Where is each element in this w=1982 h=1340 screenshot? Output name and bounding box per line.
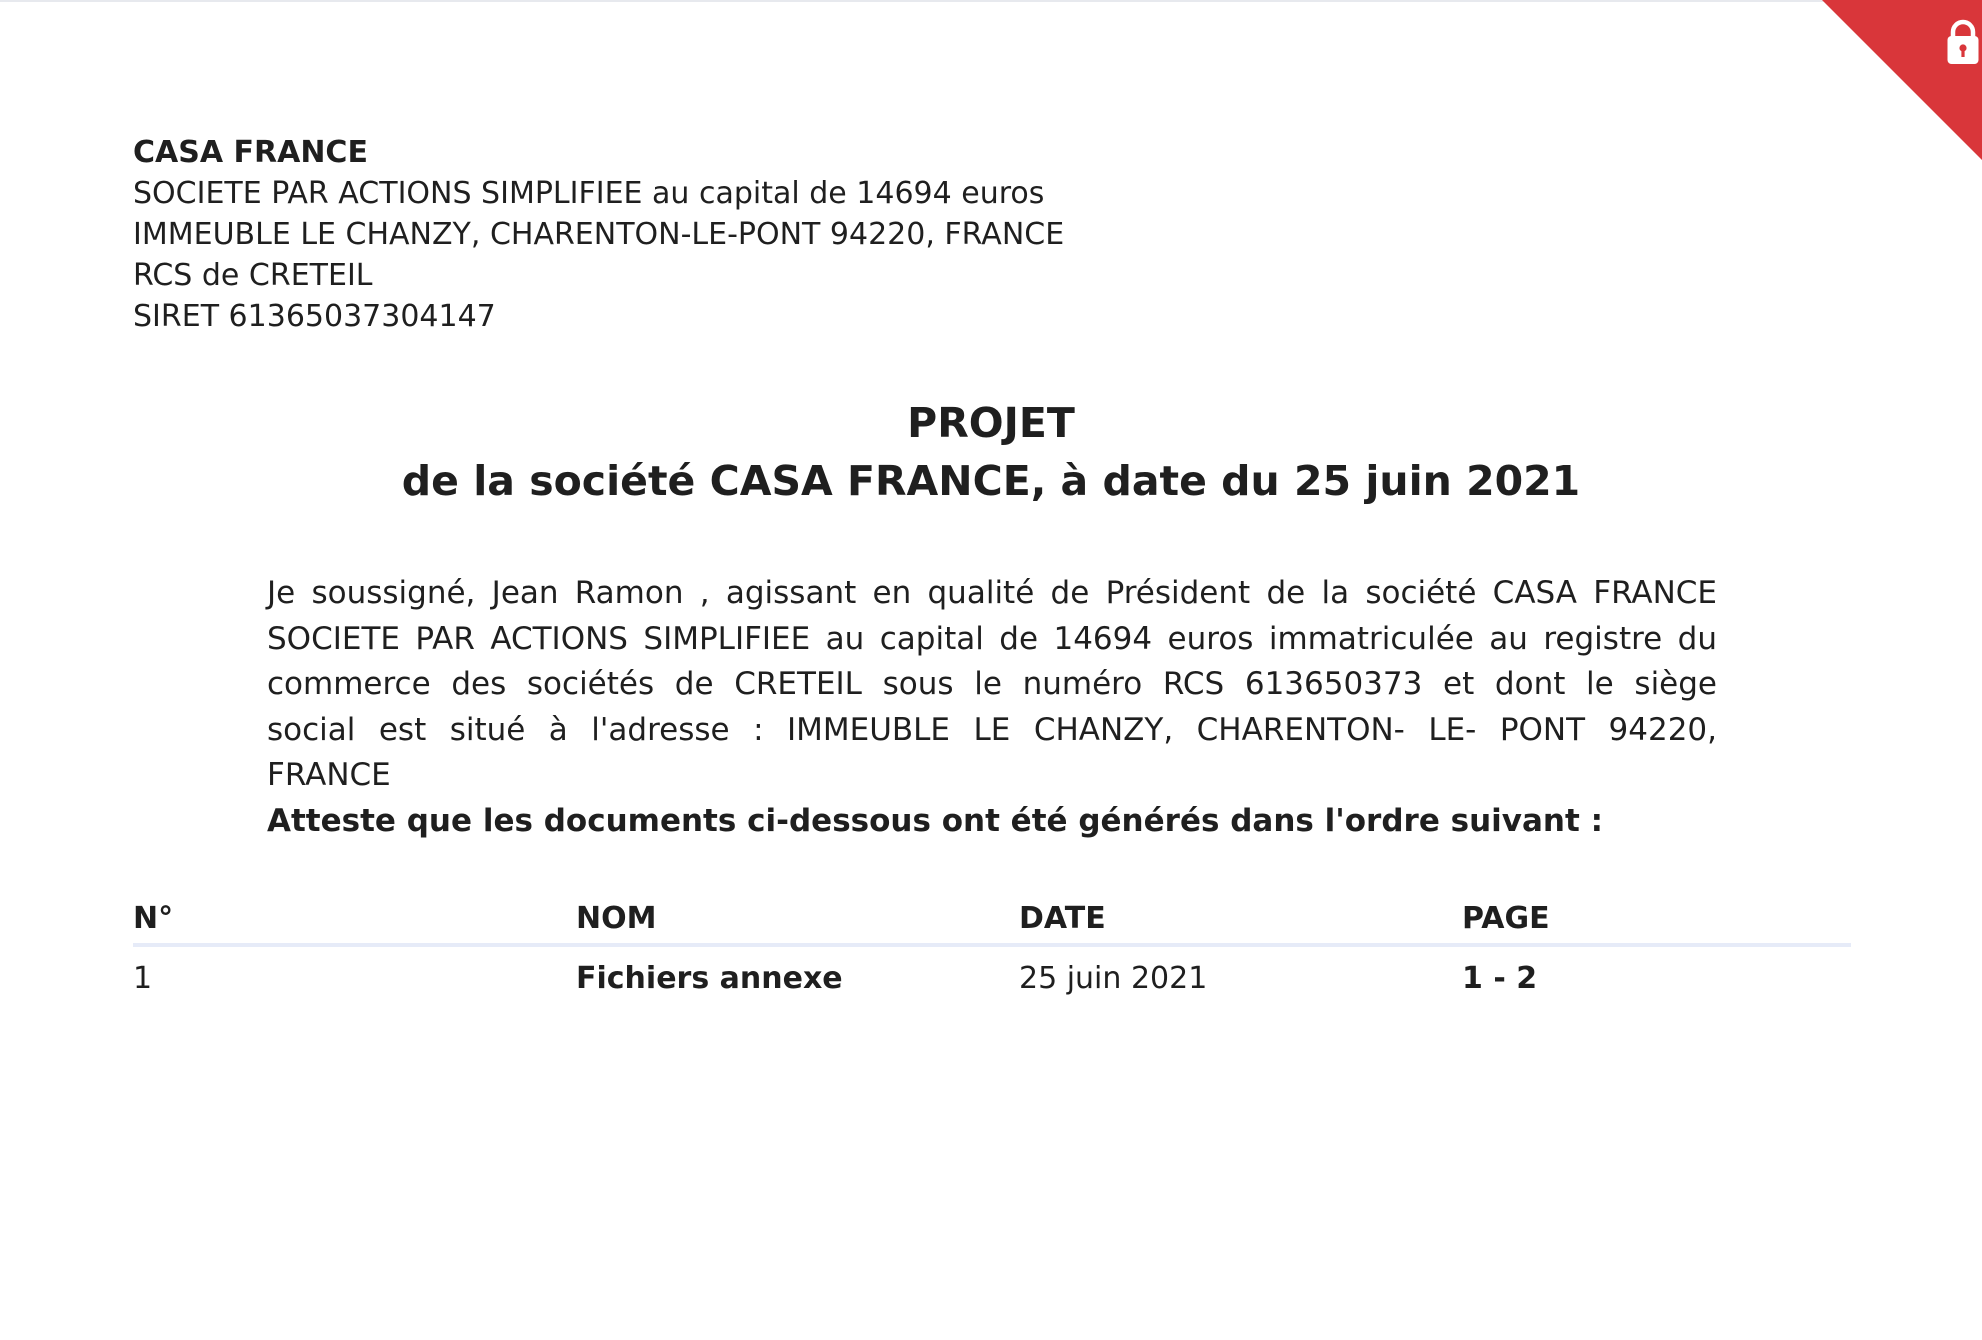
table-header-row (133, 893, 1851, 947)
company-rcs: RCS de CRETEIL (133, 258, 373, 293)
title-line-1: PROJET (907, 399, 1075, 447)
row-page: 1 - 2 (1462, 960, 1538, 996)
row-number: 1 (133, 960, 153, 996)
statement-text: Je soussigné, Jean Ramon , agissant en qualité de Président de la société CASA FRANCE SOCIETE PAR ACTIONS SIMPLIFIEE au capital de 14694 euros immatriculée au registre du commerce des sociétés de CRETEIL sous le numéro RCS 613650373 et dont le siège social est situé à l'adresse : IMMEUBLE LE CHANZY, CHARENTON- LE- PONT 94220, FRANCE (267, 575, 1717, 793)
company-legal-form: SOCIETE PAR ACTIONS SIMPLIFIEE au capital de 14694 euros (133, 176, 1045, 211)
company-name: CASA FRANCE (133, 135, 368, 170)
row-name: Fichiers annexe (576, 960, 843, 996)
header-page: PAGE (1462, 900, 1550, 936)
table-row (133, 947, 1851, 1009)
header-name: NOM (576, 900, 657, 936)
row-date: 25 juin 2021 (1019, 960, 1208, 996)
company-address: IMMEUBLE LE CHANZY, CHARENTON-LE-PONT 94220, FRANCE (133, 217, 1065, 252)
documents-table (133, 893, 1851, 1009)
attest-line: Atteste que les documents ci-dessous ont été générés dans l'ordre suivant : (267, 802, 1603, 839)
company-siret: SIRET 61365037304147 (133, 299, 496, 334)
header-date: DATE (1019, 900, 1106, 936)
document-title (0, 394, 1982, 510)
header-number: N° (133, 900, 174, 936)
statement-block (267, 571, 1717, 844)
title-line-2: de la société CASA FRANCE, à date du 25 juin 2021 (401, 457, 1581, 505)
company-info (133, 132, 1064, 337)
lock-corner-badge (1822, 0, 1982, 160)
page-top-border (0, 0, 1982, 2)
